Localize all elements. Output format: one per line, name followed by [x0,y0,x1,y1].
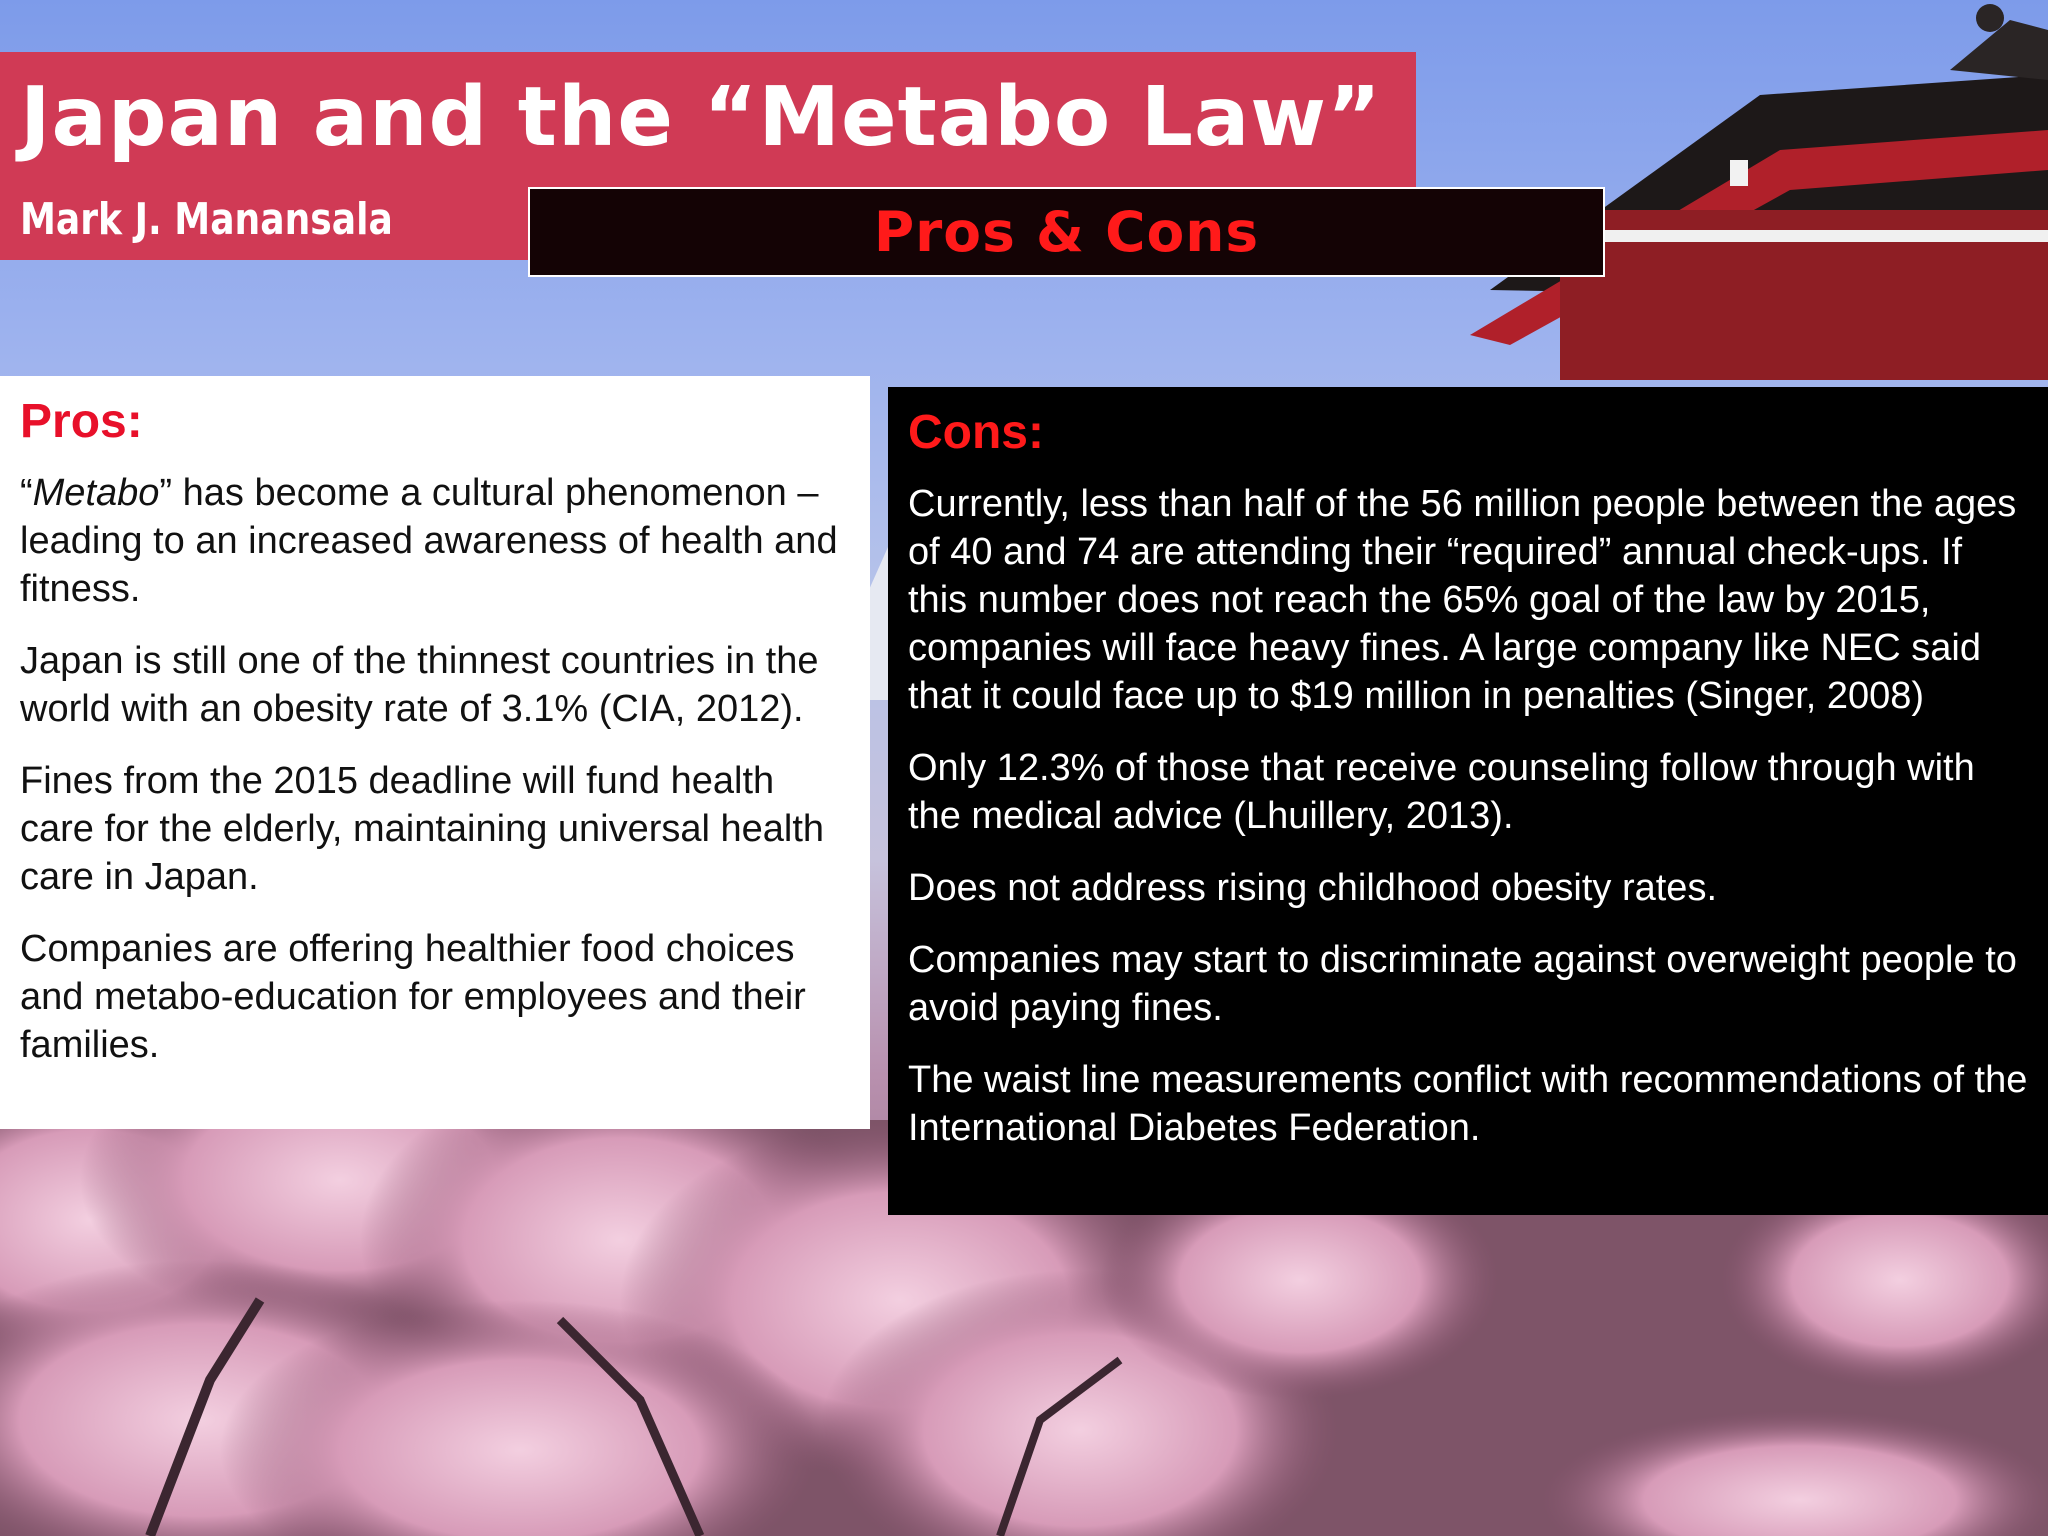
pros-emphasis-metabo: Metabo [32,472,160,514]
pros-panel [0,376,870,1129]
pros-paragraph: Companies are offering healthier food choices and metabo-education for employees and their families. [20,928,806,1066]
cons-paragraph: Does not address rising childhood obesity rates. [908,867,1718,909]
cons-paragraph: Companies may start to discriminate against overweight people to avoid paying fines. [908,939,2017,1029]
cons-paragraph: The waist line measurements conflict with recommendations of the International Diabetes Federation. [908,1059,2028,1149]
cons-heading: Cons: [908,406,1044,459]
slide-subtitle: Pros & Cons [873,200,1260,264]
pros-paragraph [20,469,850,613]
cons-paragraph: Only 12.3% of those that receive counseling follow through with the medical advice (Lhuillery, 2013). [908,747,1975,837]
pros-paragraph-rest: ” has become a cultural phenomenon – leading to an increased awareness of health and fitness. [20,472,838,610]
pros-paragraph: Japan is still one of the thinnest countries in the world with an obesity rate of 3.1% (CIA, 2012). [20,640,819,730]
author-name: Mark J. Manansala [20,194,393,245]
slide-title: Japan and the “Metabo Law” [20,70,1382,165]
pros-open-quote: “ [20,472,33,514]
subtitle-box [528,187,1605,277]
pros-paragraph: Fines from the 2015 deadline will fund health care for the elderly, maintaining universal health care in Japan. [20,760,825,898]
cons-panel [888,387,2048,1215]
pros-heading: Pros: [20,395,143,448]
cons-paragraph: Currently, less than half of the 56 million people between the ages of 40 and 74 are attending their “required” annual check-ups. If this number does not reach the 65% goal of the law by 2015, companies will face heavy fines. A large company like NEC said that it could face up to $19 million in penalties (Singer, 2008) [908,483,2017,717]
